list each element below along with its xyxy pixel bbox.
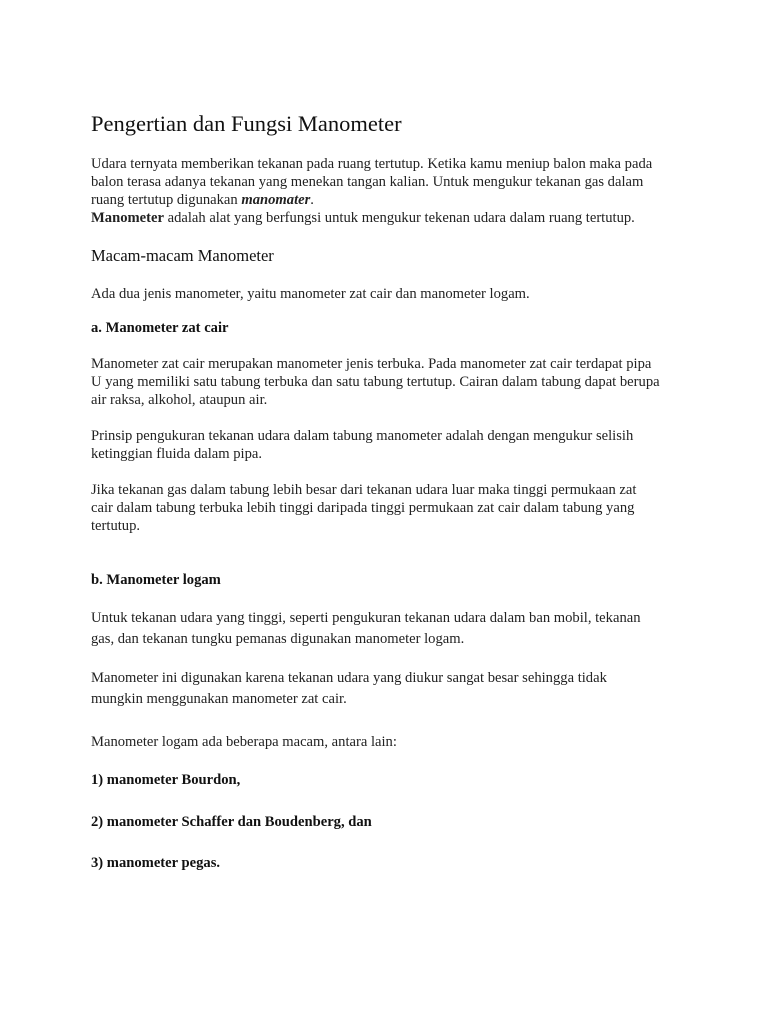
- section-b-heading: b. Manometer logam: [91, 572, 221, 588]
- list-item-bourdon: 1) manometer Bourdon,: [91, 772, 241, 788]
- page-title: Pengertian dan Fungsi Manometer: [91, 111, 402, 136]
- section-b-p1-line-2: gas, dan tekanan tungku pemanas digunakan manometer logam.: [91, 631, 465, 647]
- intro-term-manomater: manomater: [241, 192, 311, 208]
- section-a-p2-line-2: ketinggian fluida dalam pipa.: [91, 446, 263, 462]
- section-a-p3-line-3: tertutup.: [91, 518, 141, 534]
- section-a-paragraph-1: [91, 355, 691, 409]
- definition-term: Manometer: [91, 210, 164, 226]
- section-b-p1-line-1: Untuk tekanan udara yang tinggi, seperti pengukuran tekanan udara dalam ban mobil, tekanan: [91, 610, 641, 626]
- intro-line-3-prefix: ruang tertutup digunakan: [91, 192, 242, 208]
- section-a-p2-line-1: Prinsip pengukuran tekanan udara dalam tabung manometer adalah dengan mengukur selisih: [91, 428, 634, 444]
- section-b-p2-line-1: Manometer ini digunakan karena tekanan udara yang diukur sangat besar sehingga tidak: [91, 670, 607, 686]
- definition-text: adalah alat yang berfungsi untuk mengukur tekenan udara dalam ruang tertutup.: [163, 210, 635, 226]
- section-a-paragraph-3: [91, 481, 691, 535]
- types-intro: [91, 285, 691, 303]
- section-a-p3-line-1: Jika tekanan gas dalam tabung lebih besar dari tekanan udara luar maka tinggi permukaan zat: [91, 482, 637, 498]
- section-b-p2-line-2: mungkin menggunakan manometer zat cair.: [91, 691, 347, 707]
- types-heading: Macam-macam Manometer: [91, 246, 274, 265]
- intro-line-1: Udara ternyata memberikan tekanan pada ruang tertutup. Ketika kamu meniup balon maka pada: [91, 156, 653, 172]
- section-a-paragraph-2: [91, 427, 691, 463]
- section-a-p1-line-3: air raksa, alkohol, ataupun air.: [91, 392, 268, 408]
- section-b-paragraph-3: [91, 733, 691, 751]
- section-a-p1-line-2: U yang memiliki satu tabung terbuka dan satu tabung tertutup. Cairan dalam tabung dapat berupa: [91, 374, 660, 390]
- section-a-p1-line-1: Manometer zat cair merupakan manometer jenis terbuka. Pada manometer zat cair terdapat pipa: [91, 356, 652, 372]
- list-item-schaffer: 2) manometer Schaffer dan Boudenberg, dan: [91, 814, 372, 830]
- section-b-paragraph-1: [91, 608, 691, 650]
- intro-line-3-suffix: .: [310, 192, 314, 208]
- definition-line: [91, 209, 691, 227]
- list-item-pegas: 3) manometer pegas.: [91, 855, 221, 871]
- intro-line-3: [91, 191, 691, 209]
- section-b-p3-line: Manometer logam ada beberapa macam, antara lain:: [91, 734, 397, 750]
- section-b-paragraph-2: [91, 668, 691, 710]
- intro-line-2: balon terasa adanya tekanan yang menekan tangan kalian. Untuk mengukur tekanan gas dalam: [91, 174, 644, 190]
- intro-paragraph: [91, 155, 691, 227]
- section-a-heading: a. Manometer zat cair: [91, 320, 229, 336]
- section-a-p3-line-2: cair dalam tabung terbuka lebih tinggi daripada tinggi permukaan zat cair dalam tabung yang: [91, 500, 635, 516]
- types-intro-line: Ada dua jenis manometer, yaitu manometer zat cair dan manometer logam.: [91, 286, 530, 302]
